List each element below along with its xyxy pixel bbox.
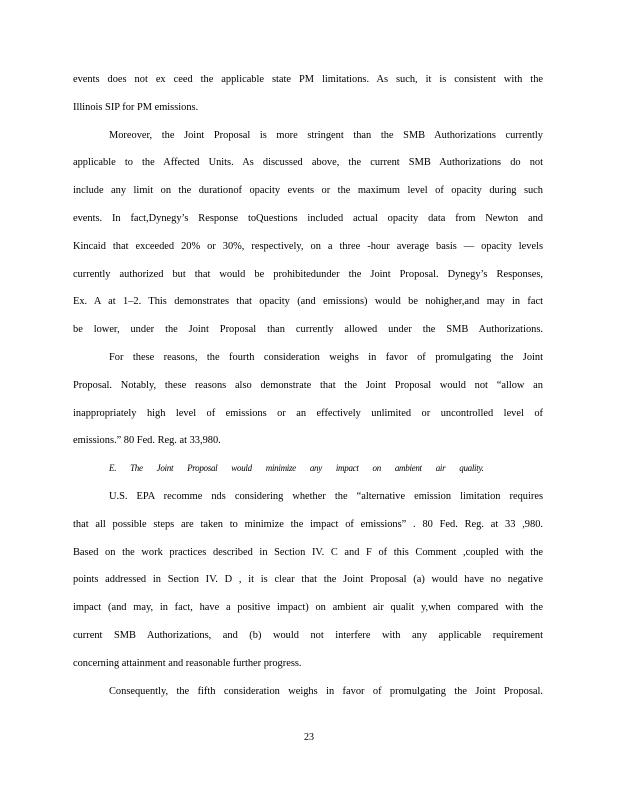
body-line: concerning attainment and reasonable further progress. bbox=[73, 657, 302, 669]
body-line: inappropriately high level of emissions or an effectively unlimited or uncontrolled level of bbox=[73, 407, 543, 419]
body-line: Proposal. Notably, these reasons also demonstrate that the Joint Proposal would not “allow an bbox=[73, 379, 543, 391]
body-line: U.S. EPA recomme nds considering whether the “alternative emission limitation requires bbox=[109, 490, 543, 502]
body-line: points addressed in Section IV. D , it is clear that the Joint Proposal (a) would have no negative bbox=[73, 574, 543, 586]
body-text bbox=[73, 66, 543, 705]
body-line: that all possible steps are taken to minimize the impact of emissions” . 80 Fed. Reg. at 33 ,980. bbox=[73, 518, 543, 530]
body-line: Kincaid that exceeded 20% or 30%, respectively, on a three -hour average basis — opacity levels bbox=[73, 240, 543, 252]
body-line: For these reasons, the fourth consideration weighs in favor of promulgating the Joint bbox=[109, 351, 543, 363]
body-line: Illinois SIP for PM emissions. bbox=[73, 101, 199, 113]
body-line: events. In fact,Dynegy’s Response toQuestions included actual opacity data from Newton and bbox=[73, 212, 543, 224]
body-line: impact (and may, in fact, have a positive impact) on ambient air qualit y,when compared with the bbox=[73, 602, 543, 614]
body-line: current SMB Authorizations, and (b) would not interfere with any applicable requirement bbox=[73, 629, 543, 641]
page-number: 23 bbox=[304, 732, 314, 743]
body-line: include any limit on the durationof opacity events or the maximum level of opacity during such bbox=[73, 185, 543, 197]
body-line: Consequently, the fifth consideration weighs in favor of promulgating the Joint Proposal. bbox=[109, 685, 543, 697]
body-line: be lower, under the Joint Proposal than currently allowed under the SMB Authorizations. bbox=[73, 324, 543, 336]
body-line: emissions.” 80 Fed. Reg. at 33,980. bbox=[73, 435, 221, 447]
body-line: Ex. A at 1–2. This demonstrates that opacity (and emissions) would be nohigher,and may in fact bbox=[73, 296, 543, 308]
body-line: Moreover, the Joint Proposal is more stringent than the SMB Authorizations currently bbox=[109, 129, 543, 141]
body-line: currently authorized but that would be prohibitedunder the Joint Proposal. Dynegy’s Responses, bbox=[73, 268, 543, 280]
body-line: applicable to the Affected Units. As discussed above, the current SMB Authorizations do not bbox=[73, 157, 543, 169]
section-heading: E. The Joint Proposal would minimize any impact on ambient air quality. bbox=[109, 463, 484, 474]
body-line: Based on the work practices described in Section IV. C and F of this Comment ,coupled with the bbox=[73, 546, 543, 558]
body-line: events does not ex ceed the applicable state PM limitations. As such, it is consistent with the bbox=[73, 74, 543, 85]
